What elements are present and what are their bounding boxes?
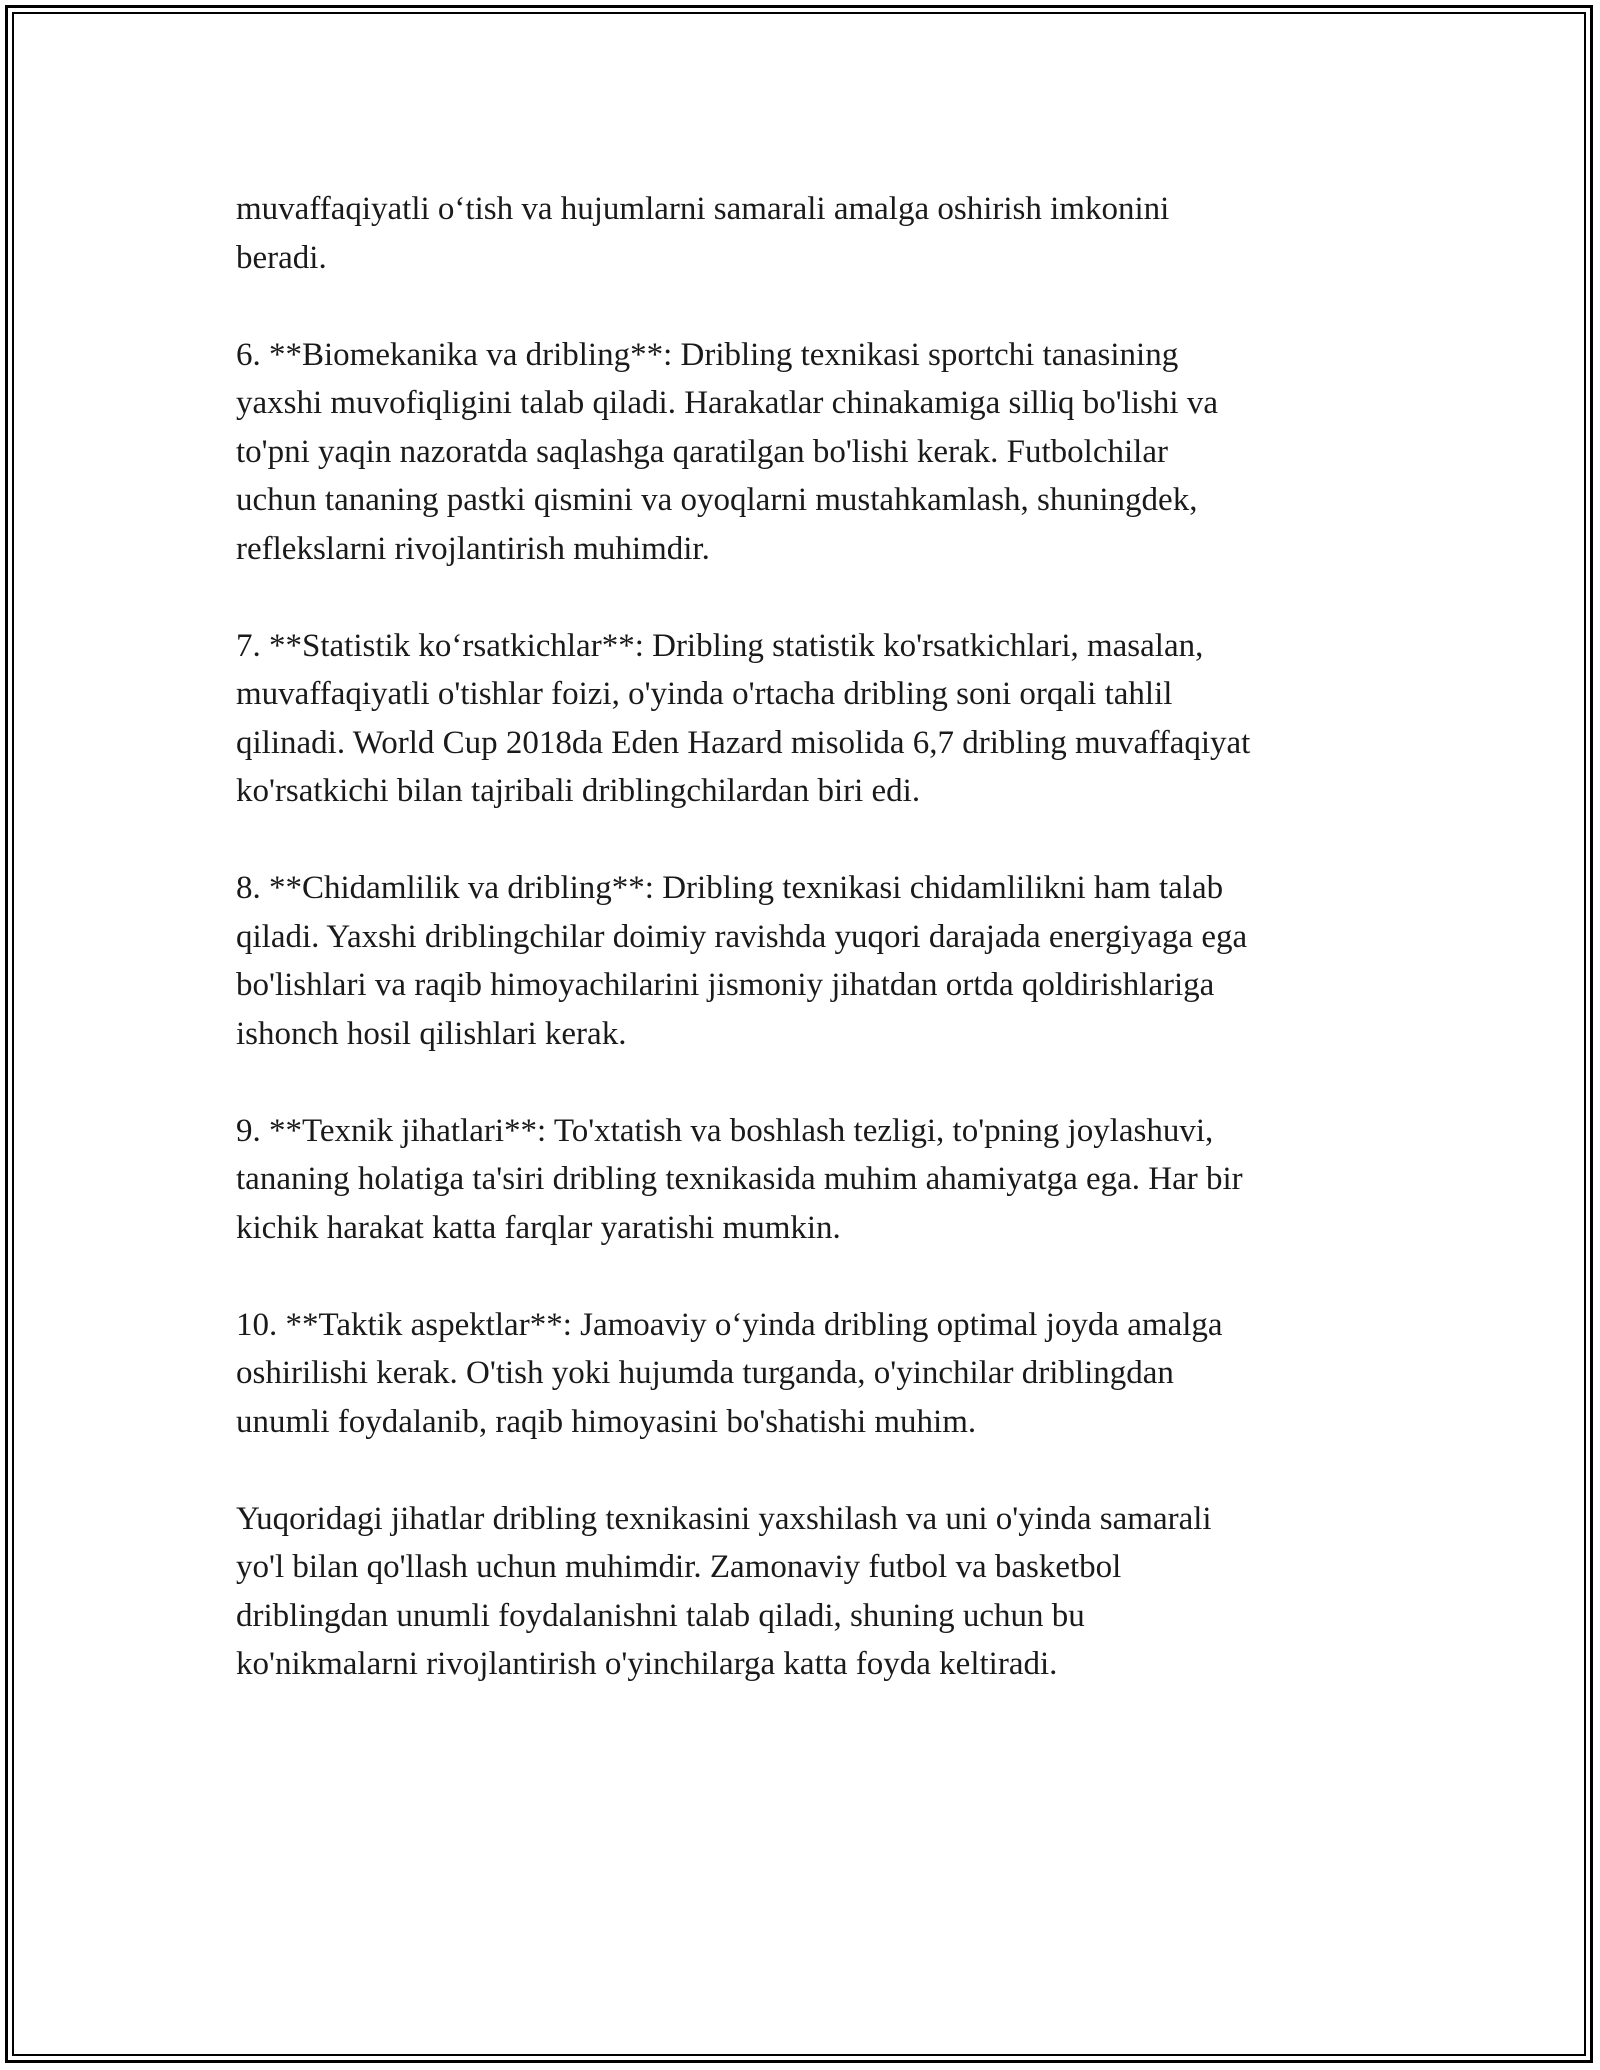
paragraph-biomechanics: 6. **Biomekanika va dribling**: Dribling texnikasi sportchi tanasining yaxshi muvofiqligini talab qiladi. Harakatlar chinakamiga silliq bo'lishi va to'pni yaqin nazoratda saqlashga qaratilgan bo'lishi kerak. Futbolchilar uchun tananing pastki qismini va oyoqlarni mustahkamlash, shuningdek, reflekslarni rivojlantirish muhimdir. (236, 336, 1218, 567)
document-body (236, 185, 1396, 1689)
paragraph-endurance: 8. **Chidamlilik va dribling**: Dribling texnikasi chidamlilikni ham talab qiladi. Yaxshi driblingchilar doimiy ravishda yuqori darajada energiyaga ega bo'lishlari va raqib himoyachilarini jismoniy jihatdan ortda qoldirishlariga ishonch hosil qilishlari kerak. (236, 870, 1248, 1052)
paragraph-conclusion: Yuqoridagi jihatlar dribling texnikasini yaxshilash va uni o'yinda samarali yo'l bilan qo'llash uchun muhimdir. Zamonaviy futbol va basketbol driblingdan unumli foydalanishni talab qiladi, shuning uchun bu ko'nikmalarni rivojlantirish o'yinchilarga katta foyda keltiradi. (236, 1500, 1212, 1682)
paragraph-tactical: 10. **Taktik aspektlar**: Jamoaviy o‘yinda dribling optimal joyda amalga oshirilishi kerak. O'tish yoki hujumda turganda, o'yinchilar driblingdan unumli foydalanib, raqib himoyasini bo'shatishi muhim. (236, 1306, 1223, 1440)
paragraph-continuation: muvaffaqiyatli o‘tish va hujumlarni samarali amalga oshirish imkonini beradi. (236, 191, 1170, 276)
paragraph-technical: 9. **Texnik jihatlari**: To'xtatish va boshlash tezligi, to'pning joylashuvi, tananing holatiga ta'siri dribling texnikasida muhim ahamiyatga ega. Har bir kichik harakat katta farqlar yaratishi mumkin. (236, 1112, 1243, 1246)
paragraph-statistics: 7. **Statistik ko‘rsatkichlar**: Dribling statistik ko'rsatkichlari, masalan, muvaffaqiyatli o'tishlar foizi, o'yinda o'rtacha dribling soni orqali tahlil qilinadi. World Cup 2018da Eden Hazard misolida 6,7 dribling muvaffaqiyat ko'rsatkichi bilan tajribali driblingchilardan biri edi. (236, 627, 1251, 809)
